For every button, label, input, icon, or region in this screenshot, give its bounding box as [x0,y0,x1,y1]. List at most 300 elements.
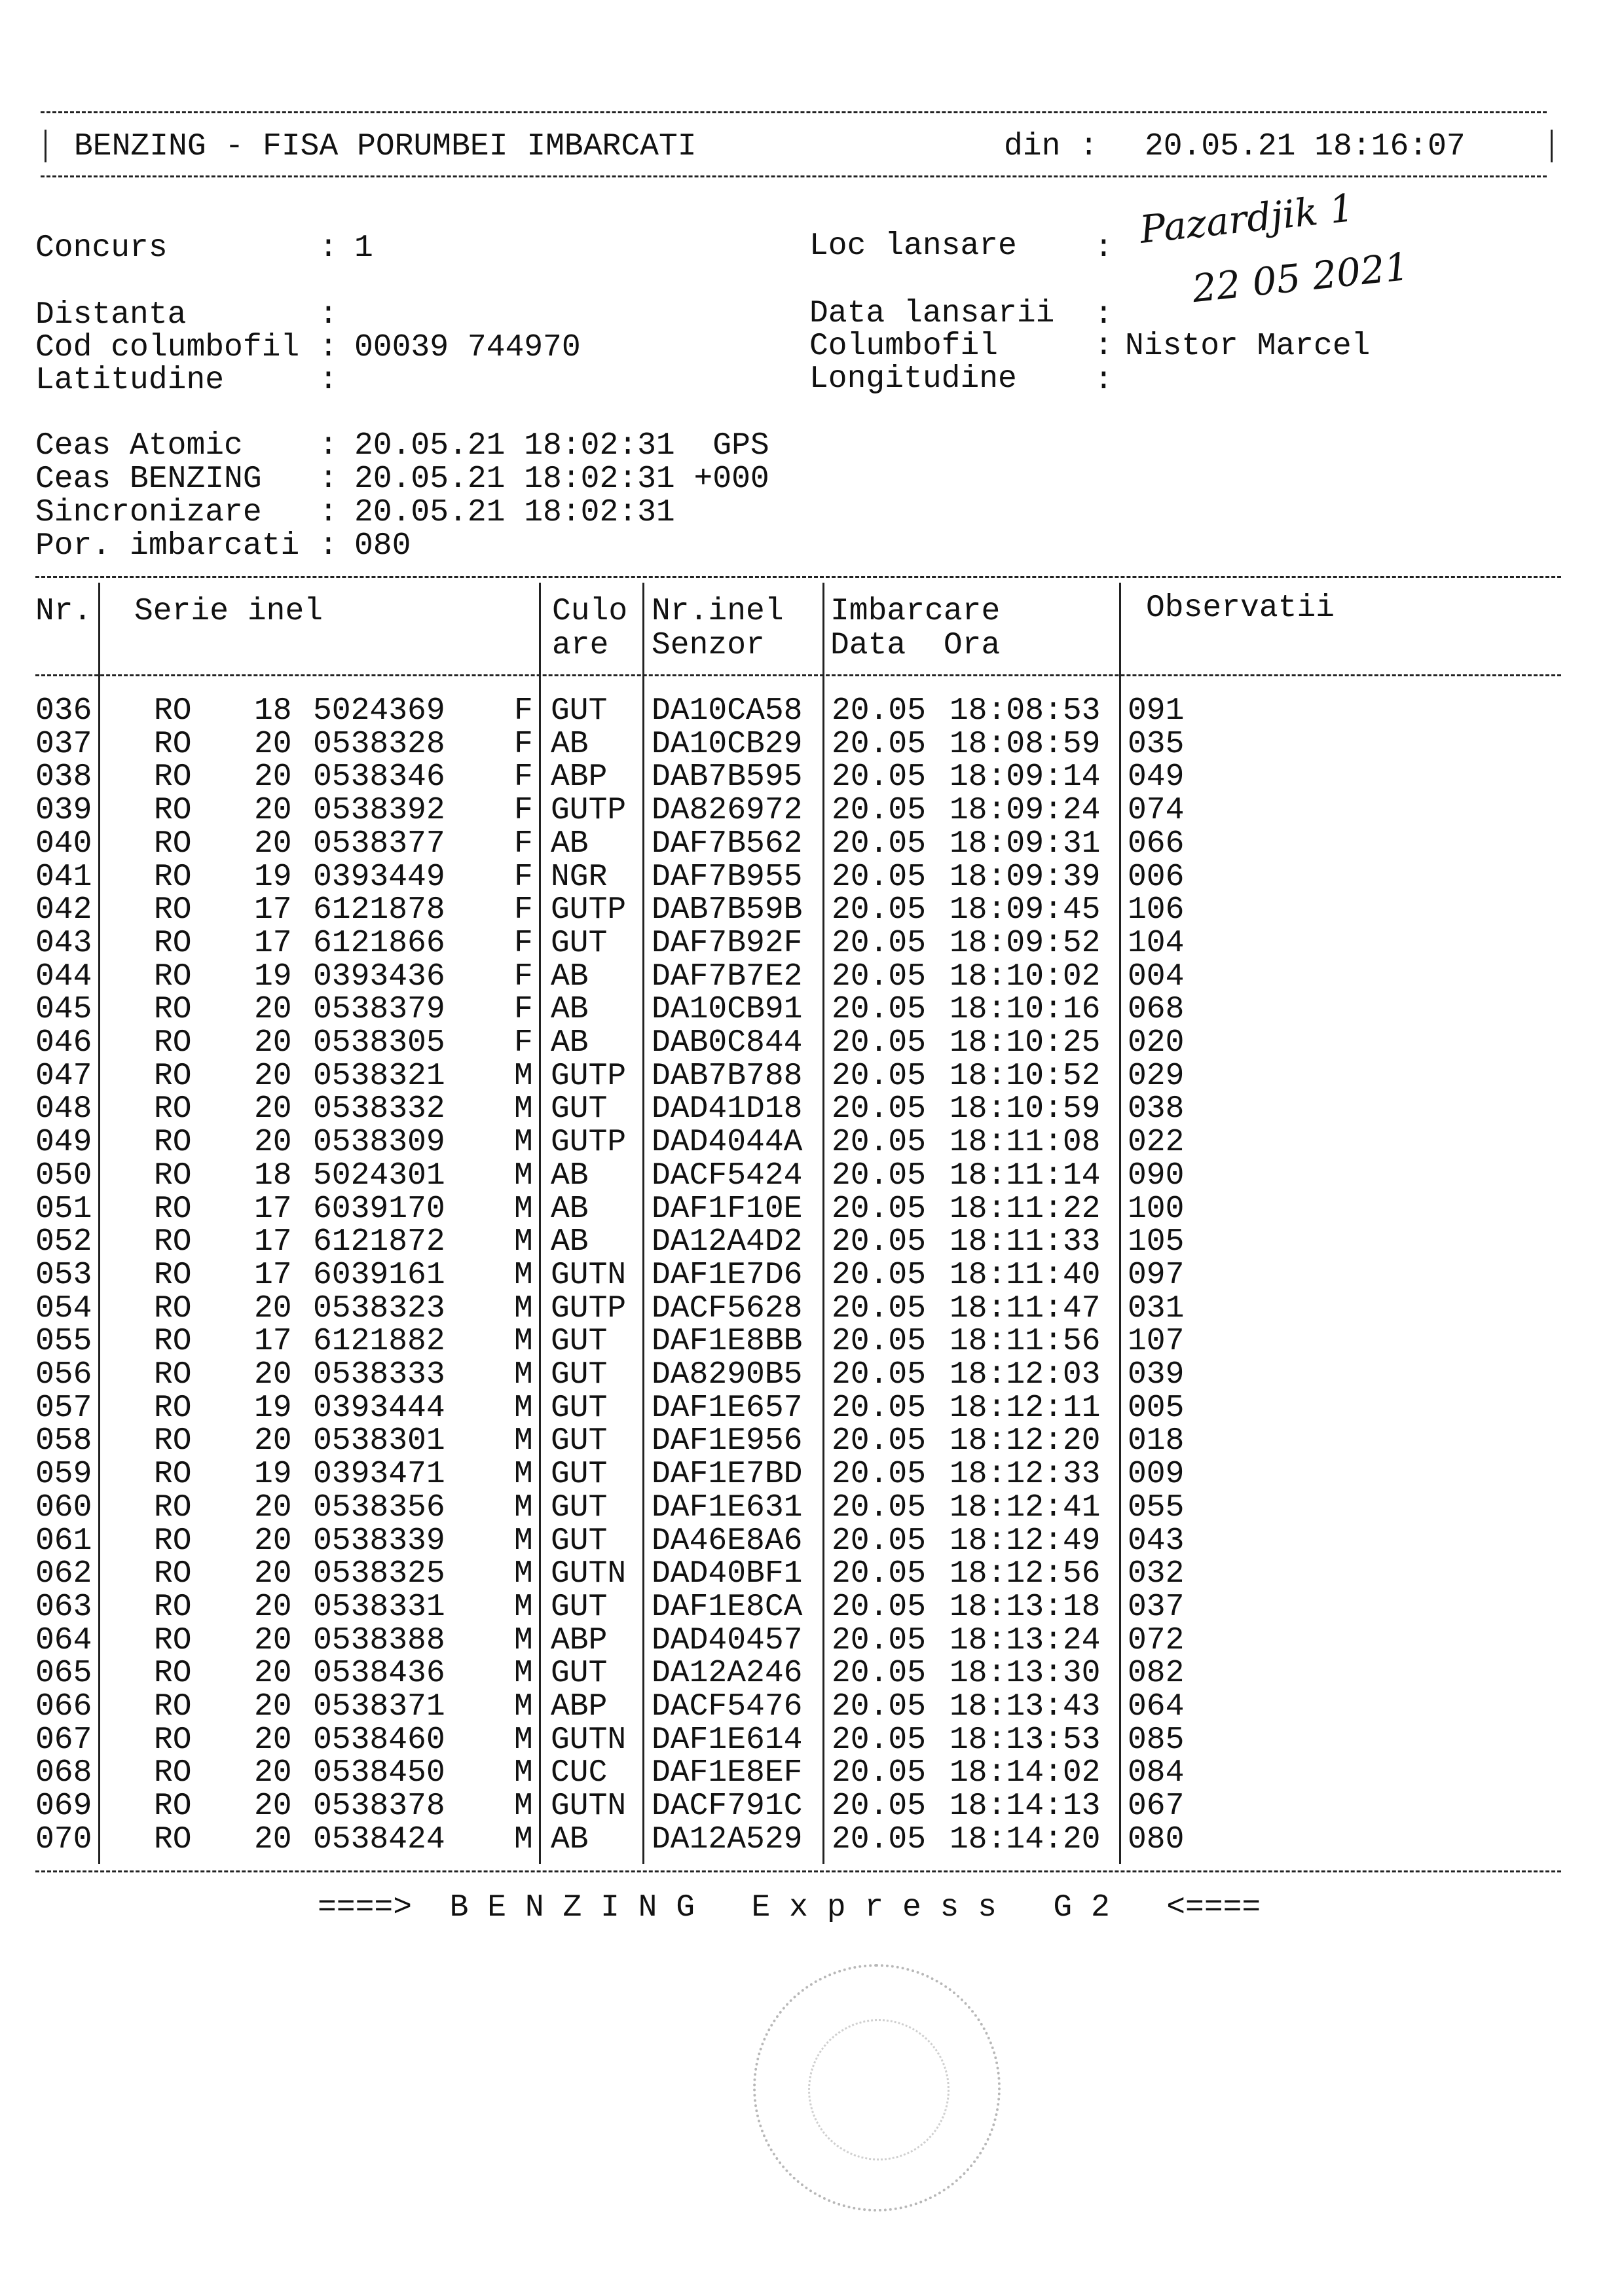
cell-ring-nr: 064 [35,1622,92,1658]
cell-date: 20.05 [832,1324,927,1360]
cell-year: 20 [254,992,292,1028]
cell-color: GUT [551,1523,608,1559]
cell-ring-nr: 049 [35,1125,92,1161]
cell-sex: M [514,1357,533,1393]
ceas-atomic-label: Ceas Atomic [35,428,243,464]
cell-color: GUT [551,1423,608,1459]
cell-observation: 018 [1128,1423,1185,1459]
cell-observation: 004 [1128,958,1185,994]
cell-country: RO [154,1821,192,1857]
cell-ring-number: 0393436 [313,958,445,994]
cell-ring-number: 0538325 [313,1556,445,1592]
cell-observation: 084 [1128,1755,1185,1791]
cell-ring-number: 0538424 [313,1821,445,1857]
cell-ring-number: 0538379 [313,992,445,1028]
cell-time: 18:09:52 [950,925,1101,961]
cell-sex: M [514,1191,533,1227]
cell-time: 18:13:24 [950,1622,1101,1658]
cell-sensor-ring: DA12A529 [652,1821,803,1857]
cell-sex: M [514,1091,533,1127]
cell-observation: 055 [1128,1489,1185,1525]
cell-ring-nr: 070 [35,1821,92,1857]
cell-time: 18:10:02 [950,958,1101,994]
cell-ring-number: 6121866 [313,925,445,961]
cell-ring-number: 6039161 [313,1257,445,1293]
cell-color: GUT [551,1589,608,1625]
cell-color: GUT [551,1656,608,1692]
colon: : [319,462,338,497]
cell-color: AB [551,1821,589,1857]
cell-observation: 006 [1128,859,1185,895]
table-separator-bottom [35,1870,1561,1872]
cell-observation: 005 [1128,1390,1185,1426]
cell-ring-nr: 055 [35,1324,92,1360]
colon: : [319,528,338,564]
cell-color: GUT [551,1324,608,1360]
cell-ring-nr: 041 [35,859,92,895]
cell-ring-number: 0538346 [313,759,445,795]
cell-date: 20.05 [832,1523,927,1559]
cell-time: 18:12:11 [950,1390,1101,1426]
cell-observation: 031 [1128,1290,1185,1326]
cell-observation: 085 [1128,1722,1185,1758]
cell-time: 18:11:14 [950,1157,1101,1194]
cell-color: GUTP [551,1290,627,1326]
cell-ring-nr: 066 [35,1689,92,1724]
cod-label: Cod columbofil [35,330,300,365]
stamp [753,1964,1001,2212]
cell-time: 18:09:24 [950,793,1101,829]
cell-year: 17 [254,1324,292,1360]
cell-ring-number: 0538436 [313,1656,445,1692]
cell-color: GUT [551,1091,608,1127]
cell-sensor-ring: DA46E8A6 [652,1523,803,1559]
cell-color: GUTN [551,1556,627,1592]
cell-country: RO [154,1191,192,1227]
cell-color: GUTP [551,892,627,928]
cell-color: ABP [551,759,608,795]
col-header-nr: Nr. [35,594,92,629]
cell-sensor-ring: DAF7B92F [652,925,803,961]
cell-date: 20.05 [832,826,927,862]
cell-date: 20.05 [832,892,927,928]
cell-year: 20 [254,1722,292,1758]
cell-observation: 037 [1128,1589,1185,1625]
cell-sex: M [514,1058,533,1094]
cell-country: RO [154,1423,192,1459]
cell-observation: 106 [1128,892,1185,928]
cell-time: 18:12:56 [950,1556,1101,1592]
col-header-serie: Serie inel [134,594,323,629]
cell-time: 18:11:56 [950,1324,1101,1360]
cell-sensor-ring: DA12A246 [652,1656,803,1692]
cell-date: 20.05 [832,1423,927,1459]
cell-ring-nr: 046 [35,1025,92,1061]
cell-sensor-ring: DAD40457 [652,1622,803,1658]
cell-sex: M [514,1755,533,1791]
column-divider [822,583,824,1864]
cell-country: RO [154,1324,192,1360]
cell-observation: 090 [1128,1157,1185,1194]
concurs-label: Concurs [35,230,168,266]
cell-country: RO [154,1556,192,1592]
cell-country: RO [154,793,192,829]
cell-observation: 029 [1128,1058,1185,1094]
cell-ring-number: 0538328 [313,726,445,762]
cell-time: 18:09:31 [950,826,1101,862]
distanta-label: Distanta [35,297,187,333]
cell-sex: M [514,1489,533,1525]
cell-country: RO [154,1290,192,1326]
cell-observation: 091 [1128,693,1185,729]
cell-sensor-ring: DAF7B562 [652,826,803,862]
columbofil-label: Columbofil [809,329,999,364]
sincronizare-value: 20.05.21 18:02:31 [354,495,675,530]
cell-country: RO [154,1489,192,1525]
cell-sensor-ring: DAF1E7D6 [652,1257,803,1293]
cell-color: AB [551,958,589,994]
cell-observation: 080 [1128,1821,1185,1857]
cell-observation: 097 [1128,1257,1185,1293]
cell-ring-nr: 054 [35,1290,92,1326]
cell-sensor-ring: DA826972 [652,793,803,829]
cell-year: 19 [254,1457,292,1493]
cell-sex: M [514,1689,533,1724]
cell-country: RO [154,1125,192,1161]
cell-date: 20.05 [832,958,927,994]
cell-sensor-ring: DAD40BF1 [652,1556,803,1592]
cell-sensor-ring: DACF5424 [652,1157,803,1194]
cell-observation: 067 [1128,1789,1185,1825]
cell-country: RO [154,1058,192,1094]
cell-observation: 068 [1128,992,1185,1028]
column-divider [642,583,644,1864]
title-box-bottom [41,175,1547,177]
cell-time: 18:13:43 [950,1689,1101,1724]
cell-color: AB [551,726,589,762]
cell-ring-nr: 042 [35,892,92,928]
cell-ring-number: 0538392 [313,793,445,829]
cell-date: 20.05 [832,1157,927,1194]
cell-time: 18:12:33 [950,1457,1101,1493]
cell-date: 20.05 [832,1656,927,1692]
cell-sensor-ring: DACF5628 [652,1290,803,1326]
cell-country: RO [154,1589,192,1625]
cell-country: RO [154,759,192,795]
cell-year: 20 [254,1689,292,1724]
cell-time: 18:10:16 [950,992,1101,1028]
cell-ring-nr: 062 [35,1556,92,1592]
cell-observation: 104 [1128,925,1185,961]
cell-ring-number: 0538309 [313,1125,445,1161]
cell-sex: M [514,1224,533,1260]
cell-ring-nr: 069 [35,1789,92,1825]
cell-date: 20.05 [832,759,927,795]
cell-ring-nr: 044 [35,958,92,994]
cell-sex: M [514,1257,533,1293]
cell-sensor-ring: DAD4044A [652,1125,803,1161]
cell-ring-nr: 048 [35,1091,92,1127]
colon: : [1094,230,1113,266]
cell-date: 20.05 [832,1589,927,1625]
cell-country: RO [154,1523,192,1559]
cell-date: 20.05 [832,1091,927,1127]
cell-color: GUTN [551,1789,627,1825]
cell-date: 20.05 [832,1457,927,1493]
cell-year: 20 [254,1755,292,1791]
table-separator-top [35,576,1561,578]
cell-country: RO [154,1091,192,1127]
cell-country: RO [154,1025,192,1061]
cell-color: AB [551,1224,589,1260]
cell-time: 18:12:20 [950,1423,1101,1459]
cell-sensor-ring: DAF1E7BD [652,1457,803,1493]
cell-ring-nr: 059 [35,1457,92,1493]
cell-color: GUT [551,1489,608,1525]
cell-color: GUTN [551,1257,627,1293]
cell-ring-number: 0538331 [313,1589,445,1625]
cell-observation: 039 [1128,1357,1185,1393]
cell-country: RO [154,1722,192,1758]
cell-sex: F [514,1025,533,1061]
cell-ring-number: 0538356 [313,1489,445,1525]
cell-time: 18:11:33 [950,1224,1101,1260]
cell-sensor-ring: DAF1E614 [652,1722,803,1758]
cell-sensor-ring: DAF1E8EF [652,1755,803,1791]
por-imbarcati-value: 080 [354,528,411,564]
column-divider [539,583,541,1864]
cell-time: 18:12:41 [950,1489,1101,1525]
cell-country: RO [154,1656,192,1692]
cell-year: 20 [254,1821,292,1857]
din-label: din : [1004,129,1099,164]
cell-sex: M [514,1722,533,1758]
cell-year: 17 [254,892,292,928]
cell-sex: M [514,1324,533,1360]
cell-country: RO [154,693,192,729]
ceas-benzing-label: Ceas BENZING [35,462,262,497]
cell-color: GUT [551,1457,608,1493]
cell-observation: 022 [1128,1125,1185,1161]
loc-lansare-handwritten: Pazardjik 1 [1137,185,1356,252]
cell-country: RO [154,826,192,862]
col-header-culoare-1: Culo [552,594,628,629]
cell-year: 20 [254,1523,292,1559]
cell-country: RO [154,1755,192,1791]
cell-observation: 064 [1128,1689,1185,1724]
cell-sensor-ring: DACF791C [652,1789,803,1825]
cell-color: ABP [551,1689,608,1724]
cell-ring-number: 0538321 [313,1058,445,1094]
cell-year: 19 [254,859,292,895]
column-divider [1119,583,1121,1864]
cell-sex: M [514,1556,533,1592]
cell-ring-number: 6121882 [313,1324,445,1360]
cell-ring-nr: 060 [35,1489,92,1525]
cell-year: 19 [254,1390,292,1426]
cell-ring-nr: 065 [35,1656,92,1692]
cell-observation: 035 [1128,726,1185,762]
cell-year: 20 [254,1656,292,1692]
cell-year: 20 [254,726,292,762]
cell-ring-nr: 057 [35,1390,92,1426]
col-header-senzor-1: Nr.inel [652,594,784,629]
cell-date: 20.05 [832,1125,927,1161]
cell-sensor-ring: DAF1E8BB [652,1324,803,1360]
cell-year: 20 [254,826,292,862]
cell-sex: F [514,693,533,729]
cell-sensor-ring: DAB7B788 [652,1058,803,1094]
colon: : [1094,363,1113,398]
cell-sex: M [514,1290,533,1326]
cell-sensor-ring: DA10CA58 [652,693,803,729]
cell-date: 20.05 [832,1489,927,1525]
cell-time: 18:10:25 [950,1025,1101,1061]
cell-sex: M [514,1157,533,1194]
cell-year: 17 [254,925,292,961]
cell-ring-number: 0538339 [313,1523,445,1559]
cell-ring-number: 0393471 [313,1457,445,1493]
cell-year: 20 [254,1091,292,1127]
cell-observation: 032 [1128,1556,1185,1592]
cell-observation: 105 [1128,1224,1185,1260]
cell-year: 20 [254,1622,292,1658]
cell-ring-number: 0538371 [313,1689,445,1724]
cell-year: 20 [254,1489,292,1525]
cell-observation: 066 [1128,826,1185,862]
col-header-imbarcare-2: Data Ora [830,628,1001,663]
cell-ring-number: 0393449 [313,859,445,895]
cell-country: RO [154,1622,192,1658]
cell-ring-nr: 036 [35,693,92,729]
cell-color: GUTN [551,1722,627,1758]
col-header-senzor-2: Senzor [652,628,765,663]
cell-time: 18:12:49 [950,1523,1101,1559]
cell-ring-number: 0538333 [313,1357,445,1393]
cell-ring-number: 0538460 [313,1722,445,1758]
cell-country: RO [154,925,192,961]
sincronizare-label: Sincronizare [35,495,262,530]
cell-ring-number: 6121872 [313,1224,445,1260]
cell-time: 18:14:20 [950,1821,1101,1857]
cell-time: 18:11:08 [950,1125,1101,1161]
cell-year: 20 [254,1025,292,1061]
colon: : [319,330,338,365]
cell-color: ABP [551,1622,608,1658]
cell-ring-nr: 068 [35,1755,92,1791]
cell-sensor-ring: DAF1E956 [652,1423,803,1459]
cell-time: 18:08:59 [950,726,1101,762]
title-box-left [45,130,46,162]
cell-year: 20 [254,1290,292,1326]
cell-sensor-ring: DACF5476 [652,1689,803,1724]
footer-banner: ====> B E N Z I N G E x p r e s s G 2 <==== [318,1890,1261,1925]
cell-observation: 082 [1128,1656,1185,1692]
cell-sex: F [514,859,533,895]
cell-date: 20.05 [832,1025,927,1061]
ceas-atomic-value: 20.05.21 18:02:31 GPS [354,428,769,464]
cell-country: RO [154,1689,192,1724]
cell-year: 20 [254,1357,292,1393]
colon: : [319,297,338,333]
col-header-culoare-2: are [552,628,609,663]
cell-sensor-ring: DA8290B5 [652,1357,803,1393]
cell-year: 20 [254,759,292,795]
cell-ring-number: 0393444 [313,1390,445,1426]
ceas-benzing-value: 20.05.21 18:02:31 +000 [354,462,769,497]
cell-sensor-ring: DA12A4D2 [652,1224,803,1260]
cell-color: AB [551,1025,589,1061]
cell-sensor-ring: DAF1E657 [652,1390,803,1426]
title-box-top [41,111,1547,113]
cell-country: RO [154,1457,192,1493]
cell-ring-nr: 038 [35,759,92,795]
document-title: BENZING - FISA PORUMBEI IMBARCATI [74,129,697,164]
cell-color: AB [551,1157,589,1194]
cell-date: 20.05 [832,1821,927,1857]
cell-date: 20.05 [832,726,927,762]
cell-observation: 107 [1128,1324,1185,1360]
cell-ring-number: 0538301 [313,1423,445,1459]
cell-ring-nr: 063 [35,1589,92,1625]
cell-time: 18:09:14 [950,759,1101,795]
cell-ring-nr: 037 [35,726,92,762]
cell-ring-nr: 061 [35,1523,92,1559]
cell-sensor-ring: DAB7B59B [652,892,803,928]
cell-ring-nr: 052 [35,1224,92,1260]
cell-color: GUTP [551,1058,627,1094]
cell-sex: F [514,826,533,862]
cell-sex: F [514,793,533,829]
cell-observation: 072 [1128,1622,1185,1658]
cell-ring-nr: 043 [35,925,92,961]
cell-color: GUTP [551,1125,627,1161]
cell-country: RO [154,859,192,895]
cell-time: 18:12:03 [950,1357,1101,1393]
cell-ring-number: 6039170 [313,1191,445,1227]
por-imbarcati-label: Por. imbarcati [35,528,300,564]
cell-time: 18:10:52 [950,1058,1101,1094]
cell-color: NGR [551,859,608,895]
cell-color: AB [551,826,589,862]
cell-sex: M [514,1789,533,1825]
cell-ring-number: 0538323 [313,1290,445,1326]
cell-time: 18:11:22 [950,1191,1101,1227]
cell-date: 20.05 [832,693,927,729]
cell-sex: F [514,892,533,928]
cell-country: RO [154,1390,192,1426]
cell-ring-nr: 050 [35,1157,92,1194]
cell-date: 20.05 [832,1224,927,1260]
cell-sex: M [514,1423,533,1459]
cell-observation: 074 [1128,793,1185,829]
table-separator-header [35,674,1561,676]
cell-observation: 043 [1128,1523,1185,1559]
cell-sex: F [514,726,533,762]
cell-time: 18:13:18 [950,1589,1101,1625]
cell-year: 17 [254,1191,292,1227]
cell-date: 20.05 [832,1755,927,1791]
cell-date: 20.05 [832,992,927,1028]
cell-sex: M [514,1656,533,1692]
cell-year: 18 [254,693,292,729]
cell-time: 18:13:30 [950,1656,1101,1692]
cell-date: 20.05 [832,1257,927,1293]
cell-sex: M [514,1390,533,1426]
cell-year: 20 [254,793,292,829]
cell-ring-number: 0538450 [313,1755,445,1791]
cell-date: 20.05 [832,793,927,829]
